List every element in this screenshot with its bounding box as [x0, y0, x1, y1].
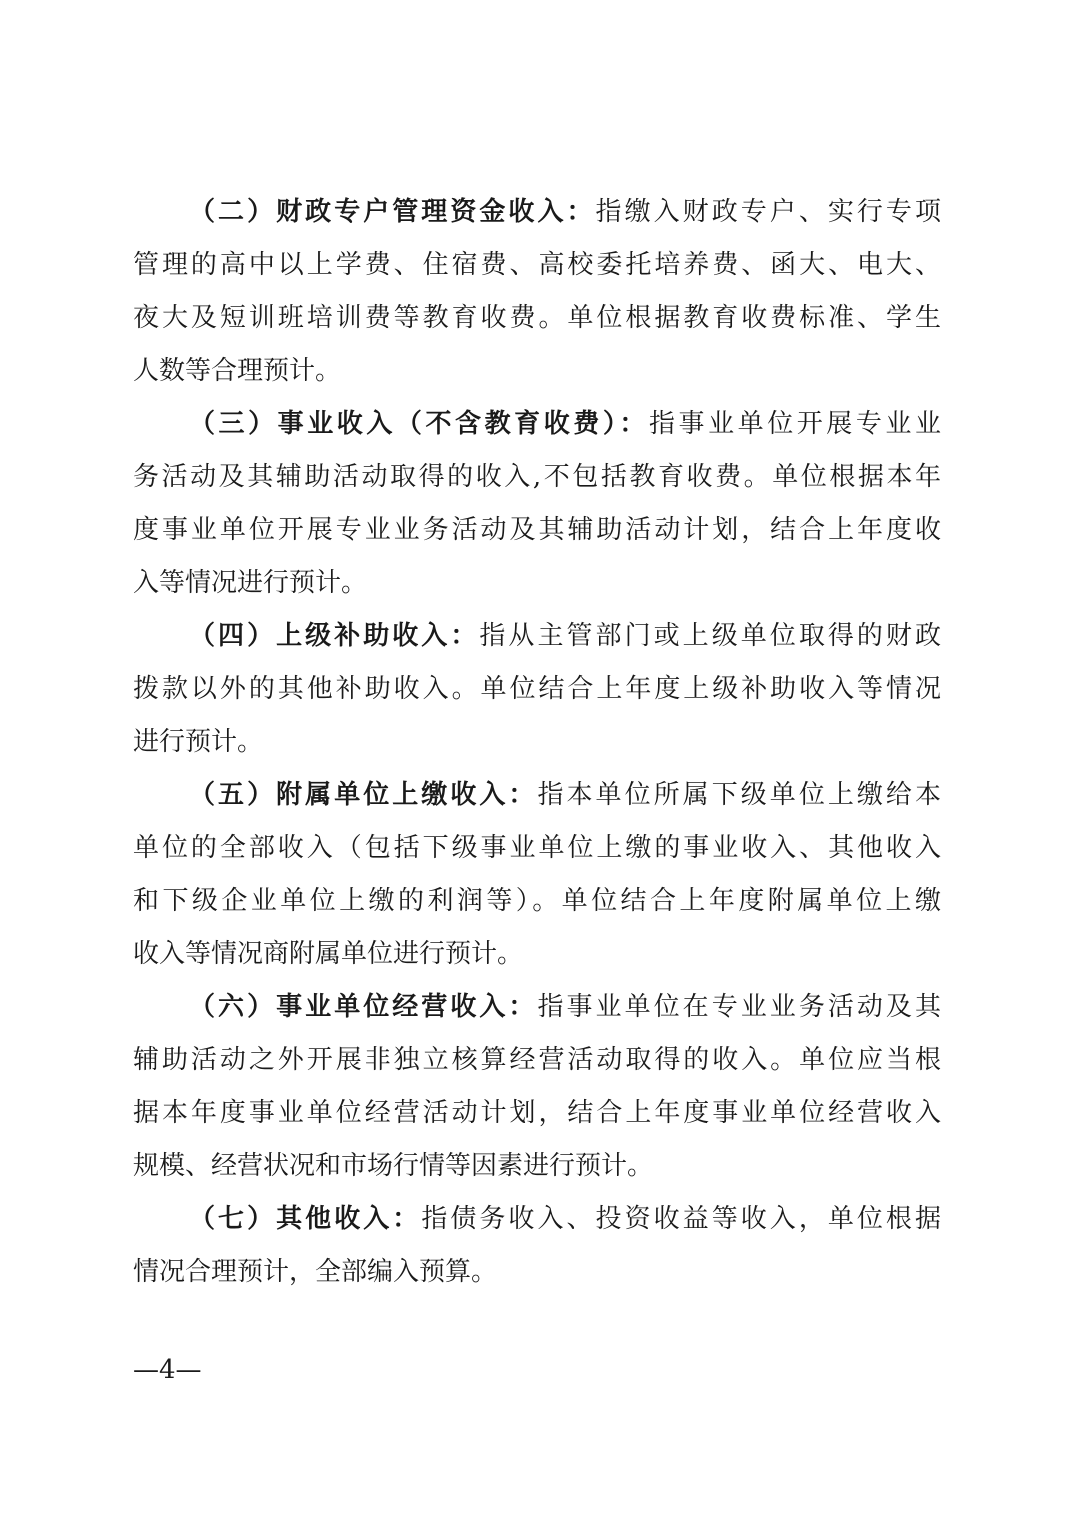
paragraph-heading: （六）事业单位经营收入： [189, 992, 538, 1022]
document-body [133, 186, 941, 1299]
paragraph-3: （三）事业收入（不含教育收费）：指事业单位开展专业业 务活动及其辅助活动取得的收入,不包括教育收费。单位根据本年 度事业单位开展专业业务活动及其辅助活动计划，结合上年度收 入等情况进行预计。 [133, 409, 941, 598]
paragraph-4: （四）上级补助收入：指从主管部门或上级单位取得的财政 拨款以外的其他补助收入。单位结合上年度上级补助收入等情况 进行预计。 [133, 621, 941, 757]
paragraph-heading: （二）财政专户管理资金收入： [189, 197, 596, 227]
paragraph-heading: （七）其他收入： [189, 1204, 422, 1234]
paragraph-heading: （四）上级补助收入： [189, 621, 480, 651]
paragraph-7: （七）其他收入：指债务收入、投资收益等收入，单位根据 情况合理预计，全部编入预算。 [133, 1204, 941, 1287]
paragraph-heading: （三）事业收入（不含教育收费）： [189, 409, 649, 439]
paragraph-5: （五）附属单位上缴收入：指本单位所属下级单位上缴给本 单位的全部收入（包括下级事业单位上缴的事业收入、其他收入 和下级企业单位上缴的利润等）。单位结合上年度附属单位上缴 收入等情况商附属单位进行预计。 [133, 780, 941, 969]
paragraph-2: （二）财政专户管理资金收入：指缴入财政专户、实行专项 管理的高中以上学费、住宿费、高校委托培养费、函大、电大、 夜大及短训班培训费等教育收费。单位根据教育收费标准、学生 人数等合理预计。 [133, 197, 941, 386]
paragraph-heading: （五）附属单位上缴收入： [189, 780, 538, 810]
page-number: —4— [133, 1355, 202, 1385]
paragraph-6: （六）事业单位经营收入：指事业单位在专业业务活动及其 辅助活动之外开展非独立核算经营活动取得的收入。单位应当根 据本年度事业单位经营活动计划，结合上年度事业单位经营收入 规模、经营状况和市场行情等因素进行预计。 [133, 992, 941, 1181]
